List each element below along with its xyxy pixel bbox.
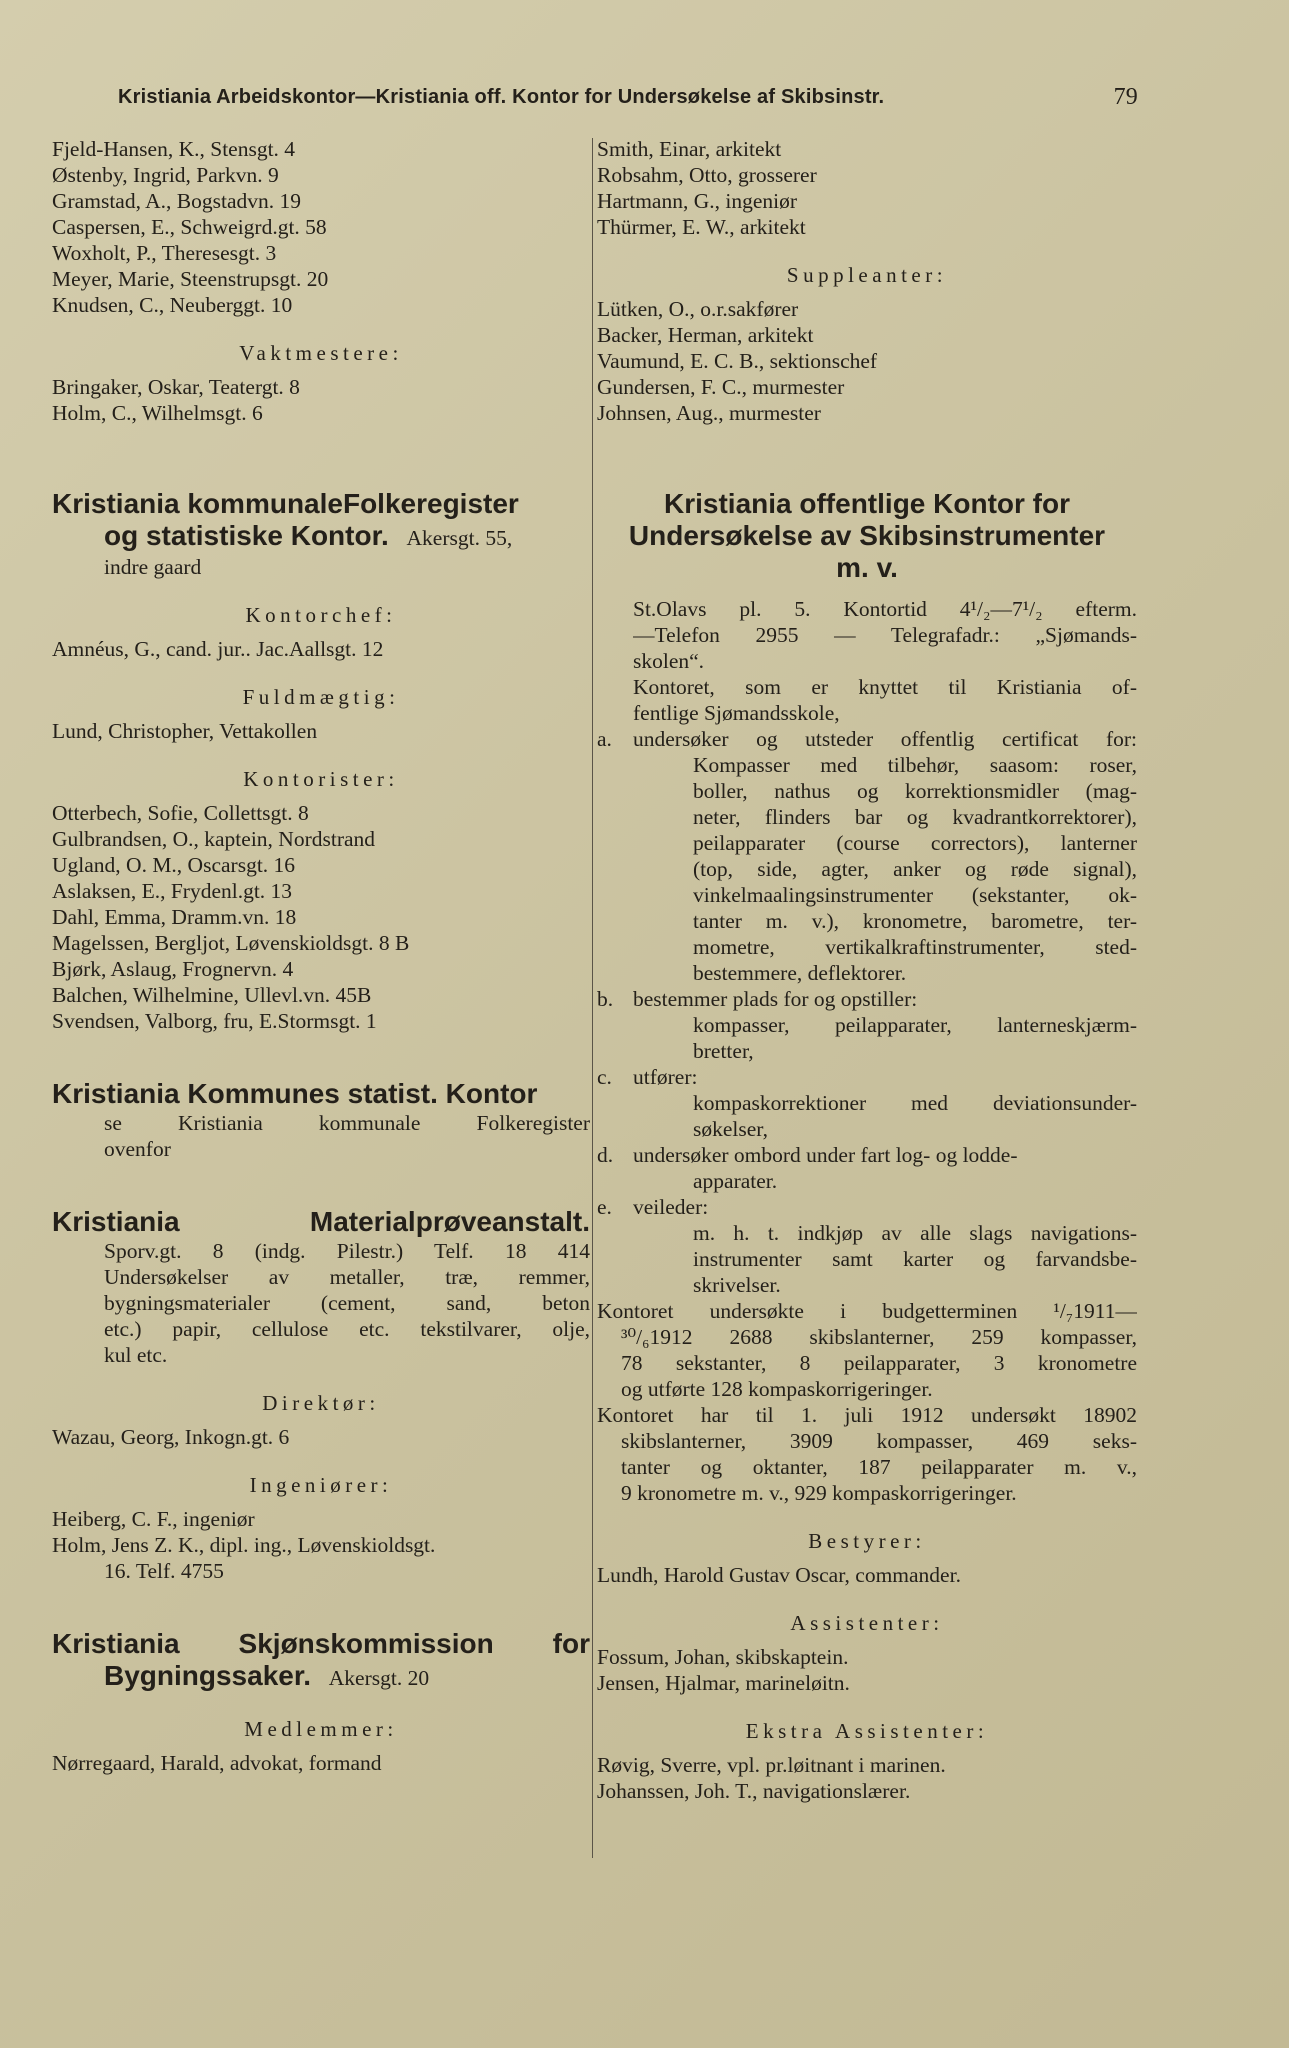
folkeregister-title-cont [52,520,590,554]
kontorister-label: Kontorister: [243,767,399,791]
skibs-title-line3: m. v. [836,552,898,583]
item-text-line: peilapparater (course correctors), lanterner [693,831,1137,855]
text-line: Vaumund, E. C. B., sektionschef [597,349,878,373]
statist-title: Kristiania Kommunes statist. Kontor [52,1078,538,1109]
item-letter: d. [597,1143,614,1167]
text-line: Woxholt, P., Theresesgt. 3 [52,241,277,265]
skibs-total [597,1402,1137,1506]
text-line: skolen“. [633,649,705,673]
text-line: Lundh, Harold Gustav Oscar, commander. [597,1563,961,1587]
text-line: Fossum, Johan, skibskaptein. [597,1645,849,1669]
material-desc [52,1238,590,1368]
text-line: Balchen, Wilhelmine, Ullevl.vn. 45B [52,983,372,1007]
lettered-item [597,1194,1137,1298]
assistenter-label: Assistenter: [790,1611,944,1635]
text-line: etc.) papir, cellulose etc. tekstilvarer, olje, [104,1317,590,1341]
right-column [597,136,1137,1804]
skjon-title-cont [52,1660,590,1694]
item-letter: b. [597,987,614,1011]
text-line: Kontoret har til 1. juli 1912 undersøkt 18902 [597,1403,1137,1427]
text-line: Johnsen, Aug., murmester [597,401,821,425]
ingeniorer-cont: 16. Telf. 4755 [104,1559,224,1583]
folkeregister-section [52,488,590,1034]
text-line: Jensen, Hjalmar, marineløitn. [597,1671,850,1695]
text-line: Caspersen, E., Schweigrd.gt. 58 [52,215,327,239]
ingeniorer-label: Ingeniører: [249,1473,393,1497]
bestyrer-label: Bestyrer: [808,1529,926,1553]
lettered-item [597,986,1137,1064]
text-line: Kontoret, som er knyttet til Kristiania of- [633,675,1137,699]
text-line: bygningsmaterialer (cement, sand, beton [104,1291,590,1315]
text-line: Thürmer, E. W., arkitekt [597,215,806,239]
statist-section [52,1078,590,1162]
text-line: St.Olavs pl. 5. Kontortid 4¹/₂—7¹/₂ efterm. [633,597,1137,621]
text-line: 78 sekstanter, 8 peilapparater, 3 kronometre [621,1351,1137,1375]
folkeregister-address-cont: indre gaard [104,555,202,579]
ekstra-assistenter-label: Ekstra Assistenter: [745,1719,989,1743]
text-line: fentlige Sjømandsskole, [633,701,840,725]
text-line: Gramstad, A., Bogstadvn. 19 [52,189,302,213]
folkeregister-address: Akersgt. 55, [406,526,513,550]
direktor-label: Direktør: [262,1391,380,1415]
ekstra-assistenter-list [597,1752,1137,1804]
item-text-line: bretter, [693,1039,754,1063]
text-line: Svendsen, Valborg, fru, E.Stormsgt. 1 [52,1009,377,1033]
skibs-title-line2: Undersøkelse av Skibsinstrumenter [628,520,1106,551]
item-text-line: boller, nathus og korrektionsmidler (mag- [693,779,1137,803]
text-line: Røvig, Sverre, vpl. pr.løitnant i marinen. [597,1753,946,1777]
arbeidskontor-list [52,136,590,318]
text-line: Bringaker, Oskar, Teatergt. 8 [52,375,300,399]
fuldmaegtig-list [52,718,590,744]
skibs-intro [597,596,1137,674]
item-text-line: apparater. [693,1169,778,1193]
folkeregister-title-line2: og statistiske Kontor. [104,520,389,551]
vaktmestere-label: Vaktmestere: [239,341,403,365]
material-section [52,1206,590,1584]
text-line: Johanssen, Joh. T., navigationslærer. [597,1779,911,1803]
direktor-list [52,1424,590,1450]
text-line: Robsahm, Otto, grosserer [597,163,817,187]
item-text-line: undersøker ombord under fart log- og lodde- [633,1143,1018,1167]
skibs-budget [597,1298,1137,1402]
skjon-section [52,1628,590,1776]
skjon-title: Kristiania Skjønskommission for [52,1628,590,1659]
text-line: Kontoret undersøkte i budgetterminen ¹/₇1911— [597,1299,1137,1323]
item-letter: e. [597,1195,612,1219]
left-column [52,136,590,1776]
lettered-item [597,726,1137,986]
text-line: skibslanterner, 3909 kompasser, 469 seks- [621,1429,1137,1453]
item-text-line: kompasser, peilapparater, lanterneskjærm- [693,1013,1137,1037]
item-text-line: utfører: [633,1065,698,1089]
text-line: —Telefon 2955 — Telegrafadr.: „Sjømands- [633,623,1137,647]
item-text-line: bestemmere, deflektorer. [693,961,907,985]
kontorister-list [52,800,590,1034]
material-title-b: Materialprøveanstalt. [309,1206,590,1237]
page-number: 79 [1113,83,1138,110]
running-head [118,80,1138,114]
skjon-members-cont [597,136,1137,240]
skibs-section [597,488,1137,1804]
column-divider [592,138,593,1858]
text-line: ³⁰/₆1912 2688 skibslanterner, 259 kompasser, [621,1325,1137,1349]
skibs-title: Kristiania offentlige Kontor for [664,488,1070,519]
text-line: Holm, Jens Z. K., dipl. ing., Løvenskioldsgt. [52,1533,436,1557]
item-text-line: (top, side, agter, anker og røde signal), [693,857,1137,881]
text-line: Sporv.gt. 8 (indg. Pilestr.) Telf. 18 414 [104,1239,590,1263]
item-letter: c. [597,1065,612,1089]
item-text-line: Kompasser med tilbehør, saasom: roser, [693,753,1137,777]
text-line: Lütken, O., o.r.sakfører [597,297,799,321]
ingeniorer-list [52,1506,590,1558]
text-line: Hartmann, G., ingeniør [597,189,798,213]
statist-ref: se Kristiania kommunale Folkeregister [104,1111,590,1135]
text-line: Smith, Einar, arkitekt [597,137,782,161]
item-text-line: kompaskorrektioner med deviationsunder- [693,1091,1137,1115]
lettered-item [597,1064,1137,1142]
text-line: Magelssen, Bergljot, Løvenskioldsgt. 8 B [52,931,410,955]
vaktmestere-list [52,374,590,426]
medlemmer-label: Medlemmer: [244,1717,398,1741]
lettered-item [597,1142,1137,1194]
text-line: Nørregaard, Harald, advokat, formand [52,1751,382,1775]
text-line: Aslaksen, E., Frydenl.gt. 13 [52,879,293,903]
fuldmaegtig-label: Fuldmægtig: [242,685,400,709]
text-line: Wazau, Georg, Inkogn.gt. 6 [52,1425,290,1449]
folkeregister-title: Kristiania kommunaleFolkeregister [52,488,519,519]
medlemmer-list [52,1750,590,1776]
assistenter-list [597,1644,1137,1696]
text-line: Østenby, Ingrid, Parkvn. 9 [52,163,279,187]
text-line: tanter og oktanter, 187 peilapparater m. v., [621,1455,1137,1479]
item-text-line: vinkelmaalingsinstrumenter (sekstanter, ok- [693,883,1137,907]
text-line: og utførte 128 kompaskorrigeringer. [621,1377,933,1401]
item-text-line: undersøker og utsteder offentlig certificat for: [633,727,1137,751]
item-text-line: bestemmer plads for og opstiller: [633,987,918,1011]
kontorchef-list [52,636,590,662]
text-line: 9 kronometre m. v., 929 kompaskorrigeringer. [621,1481,1017,1505]
material-title-a: Kristiania [52,1206,180,1237]
text-line: Gulbrandsen, O., kaptein, Nordstrand [52,827,376,851]
text-line: Bjørk, Aslaug, Frognervn. 4 [52,957,294,981]
text-line: Knudsen, C., Neuberggt. 10 [52,293,293,317]
material-title [52,1206,590,1238]
running-head-title: Kristiania Arbeidskontor—Kristiania off. Kontor for Undersøkelse af Skibsinstr. [118,85,885,108]
statist-ref-cont: ovenfor [104,1137,171,1161]
item-text-line: instrumenter samt karter og farvandsbe- [693,1247,1137,1271]
item-text-line: søkelser, [693,1117,768,1141]
text-line: Otterbech, Sofie, Collettsgt. 8 [52,801,309,825]
skibs-knyttet [597,674,1137,726]
text-line: kul etc. [104,1343,168,1367]
text-line: Meyer, Marie, Steenstrupsgt. 20 [52,267,329,291]
item-text-line: tanter m. v.), kronometre, barometre, ter- [693,909,1137,933]
text-line: Dahl, Emma, Dramm.vn. 18 [52,905,297,929]
text-line: Fjeld-Hansen, K., Stensgt. 4 [52,137,296,161]
bestyrer-list [597,1562,1137,1588]
item-text-line: veileder: [633,1195,709,1219]
item-text-line: m. h. t. indkjøp av alle slags navigations- [693,1221,1137,1245]
text-line: Backer, Herman, arkitekt [597,323,814,347]
text-line: Lund, Christopher, Vettakollen [52,719,318,743]
text-line: Amnéus, G., cand. jur.. Jac.Aallsgt. 12 [52,637,384,661]
item-text-line: neter, flinders bar og kvadrantkorrektorer), [693,805,1137,829]
item-text-line: mometre, vertikalkraftinstrumenter, sted- [693,935,1137,959]
skibs-items [597,726,1137,1298]
text-line: Holm, C., Wilhelmsgt. 6 [52,401,263,425]
text-line: Ugland, O. M., Oscarsgt. 16 [52,853,296,877]
kontorchef-label: Kontorchef: [245,603,397,627]
text-line: Gundersen, F. C., murmester [597,375,845,399]
suppleanter-list [597,296,1137,426]
suppleanter-label: Suppleanter: [786,263,948,287]
text-line: Heiberg, C. F., ingeniør [52,1507,255,1531]
item-letter: a. [597,727,612,751]
item-text-line: skrivelser. [693,1273,781,1297]
skjon-address: Akersgt. 20 [328,1666,430,1690]
skjon-title-line2: Bygningssaker. [104,1660,311,1691]
text-line: Undersøkelser av metaller, træ, remmer, [104,1265,590,1289]
